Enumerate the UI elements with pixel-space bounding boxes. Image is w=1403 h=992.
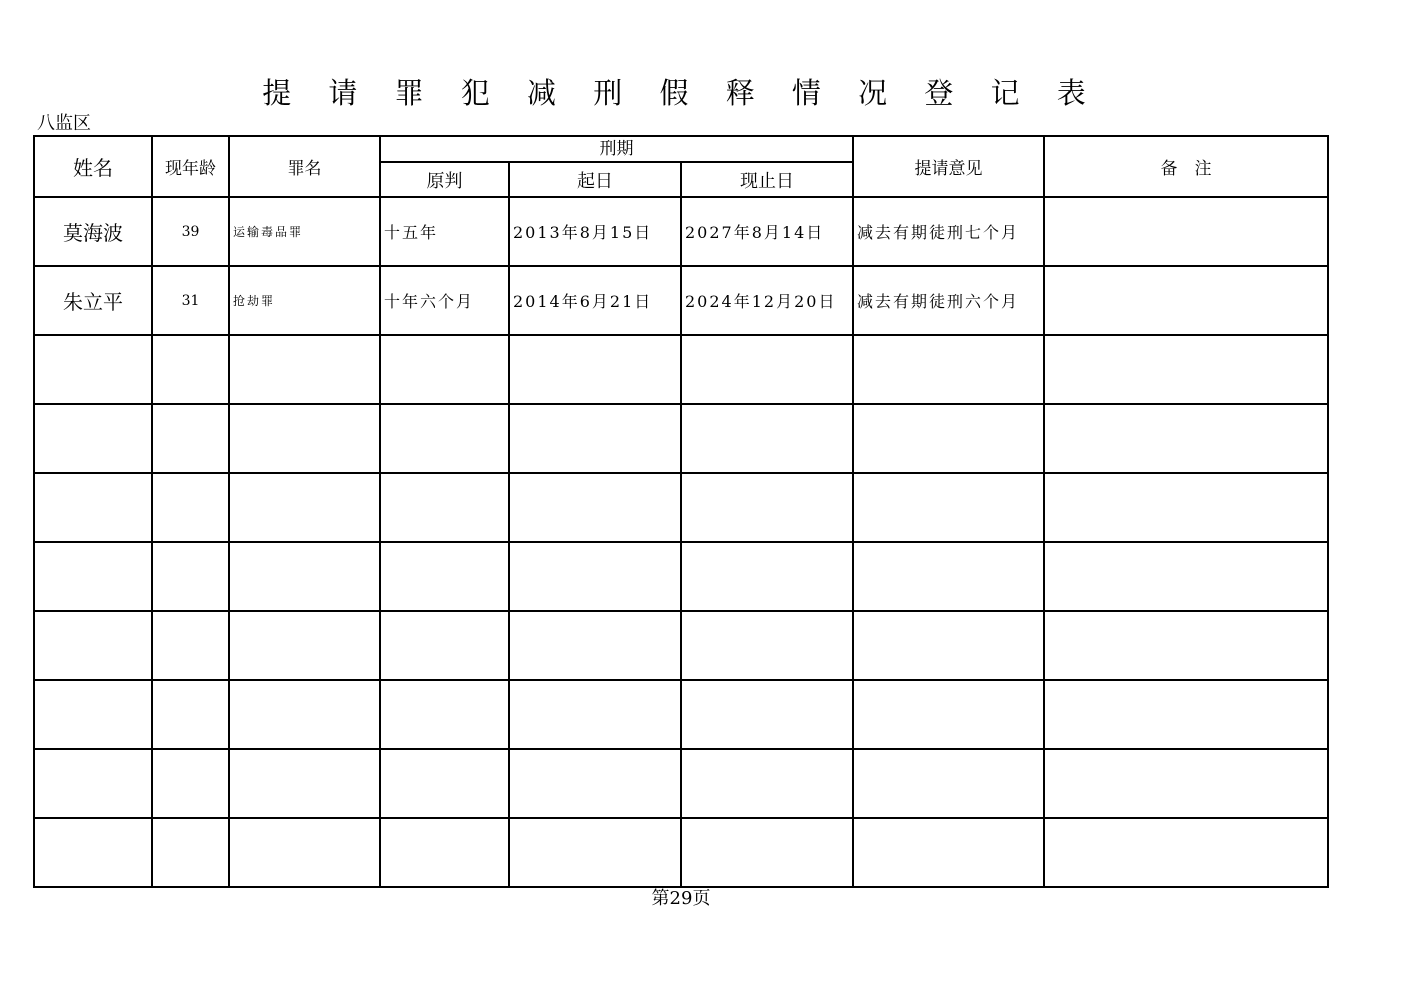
page-number: 第29页 xyxy=(651,888,711,909)
cell-start: 2013年8月15日 xyxy=(509,197,681,266)
table-row xyxy=(34,611,1328,680)
cell-age xyxy=(152,611,229,680)
cell-crime xyxy=(229,542,380,611)
cell-start: 2014年6月21日 xyxy=(509,266,681,335)
header-age: 现年龄 xyxy=(152,136,229,197)
cell-opinion: 减去有期徒刑七个月 xyxy=(853,197,1044,266)
cell-crime: 运输毒品罪 xyxy=(229,197,380,266)
cell-remarks xyxy=(1044,749,1328,818)
cell-crime xyxy=(229,611,380,680)
header-original: 原判 xyxy=(380,162,509,197)
table-row xyxy=(34,404,1328,473)
cell-original xyxy=(380,404,509,473)
cell-original: 十五年 xyxy=(380,197,509,266)
cell-end xyxy=(681,818,853,887)
cell-original: 十年六个月 xyxy=(380,266,509,335)
table-row xyxy=(34,335,1328,404)
cell-start xyxy=(509,611,681,680)
cell-crime xyxy=(229,818,380,887)
cell-age: 39 xyxy=(152,197,229,266)
cell-crime xyxy=(229,335,380,404)
registration-table xyxy=(33,135,1329,888)
cell-end xyxy=(681,335,853,404)
cell-age xyxy=(152,818,229,887)
header-start: 起日 xyxy=(509,162,681,197)
cell-end xyxy=(681,680,853,749)
cell-crime xyxy=(229,404,380,473)
header-row-top xyxy=(34,136,1328,162)
cell-opinion xyxy=(853,818,1044,887)
cell-original xyxy=(380,473,509,542)
cell-age: 31 xyxy=(152,266,229,335)
cell-original xyxy=(380,335,509,404)
unit-label: 八监区 xyxy=(37,113,91,134)
cell-opinion: 减去有期徒刑六个月 xyxy=(853,266,1044,335)
table-row xyxy=(34,542,1328,611)
cell-name xyxy=(34,542,152,611)
cell-opinion xyxy=(853,680,1044,749)
cell-crime xyxy=(229,680,380,749)
header-remarks: 备 注 xyxy=(1044,136,1328,197)
table-row xyxy=(34,680,1328,749)
cell-original xyxy=(380,680,509,749)
cell-start xyxy=(509,404,681,473)
cell-remarks xyxy=(1044,473,1328,542)
cell-remarks xyxy=(1044,266,1328,335)
table-row xyxy=(34,197,1328,266)
cell-crime xyxy=(229,749,380,818)
cell-remarks xyxy=(1044,542,1328,611)
cell-remarks xyxy=(1044,335,1328,404)
cell-end xyxy=(681,749,853,818)
cell-original xyxy=(380,749,509,818)
cell-name xyxy=(34,335,152,404)
cell-end xyxy=(681,473,853,542)
cell-age xyxy=(152,542,229,611)
header-end: 现止日 xyxy=(681,162,853,197)
cell-original xyxy=(380,611,509,680)
table-row xyxy=(34,266,1328,335)
cell-original xyxy=(380,818,509,887)
page-title: 提 请 罪 犯 减 刑 假 释 情 况 登 记 表 xyxy=(262,76,1100,110)
cell-remarks xyxy=(1044,611,1328,680)
cell-name xyxy=(34,818,152,887)
header-name: 姓名 xyxy=(34,136,152,197)
cell-original xyxy=(380,542,509,611)
cell-start xyxy=(509,473,681,542)
cell-opinion xyxy=(853,404,1044,473)
cell-opinion xyxy=(853,335,1044,404)
header-opinion: 提请意见 xyxy=(853,136,1044,197)
cell-end: 2027年8月14日 xyxy=(681,197,853,266)
cell-start xyxy=(509,818,681,887)
header-term-group: 刑期 xyxy=(380,136,853,162)
cell-end: 2024年12月20日 xyxy=(681,266,853,335)
cell-end xyxy=(681,542,853,611)
cell-remarks xyxy=(1044,680,1328,749)
cell-start xyxy=(509,542,681,611)
table-row xyxy=(34,473,1328,542)
cell-remarks xyxy=(1044,404,1328,473)
cell-age xyxy=(152,680,229,749)
cell-end xyxy=(681,404,853,473)
cell-name: 莫海波 xyxy=(34,197,152,266)
cell-start xyxy=(509,335,681,404)
cell-end xyxy=(681,611,853,680)
cell-opinion xyxy=(853,473,1044,542)
cell-name xyxy=(34,473,152,542)
cell-crime xyxy=(229,473,380,542)
table-row xyxy=(34,818,1328,887)
cell-age xyxy=(152,335,229,404)
cell-name xyxy=(34,680,152,749)
cell-start xyxy=(509,680,681,749)
cell-opinion xyxy=(853,749,1044,818)
cell-name xyxy=(34,749,152,818)
table-row xyxy=(34,749,1328,818)
cell-name xyxy=(34,404,152,473)
cell-crime: 抢劫罪 xyxy=(229,266,380,335)
cell-opinion xyxy=(853,611,1044,680)
cell-remarks xyxy=(1044,818,1328,887)
cell-start xyxy=(509,749,681,818)
cell-name xyxy=(34,611,152,680)
header-crime: 罪名 xyxy=(229,136,380,197)
cell-opinion xyxy=(853,542,1044,611)
cell-name: 朱立平 xyxy=(34,266,152,335)
cell-age xyxy=(152,749,229,818)
cell-age xyxy=(152,473,229,542)
cell-age xyxy=(152,404,229,473)
cell-remarks xyxy=(1044,197,1328,266)
